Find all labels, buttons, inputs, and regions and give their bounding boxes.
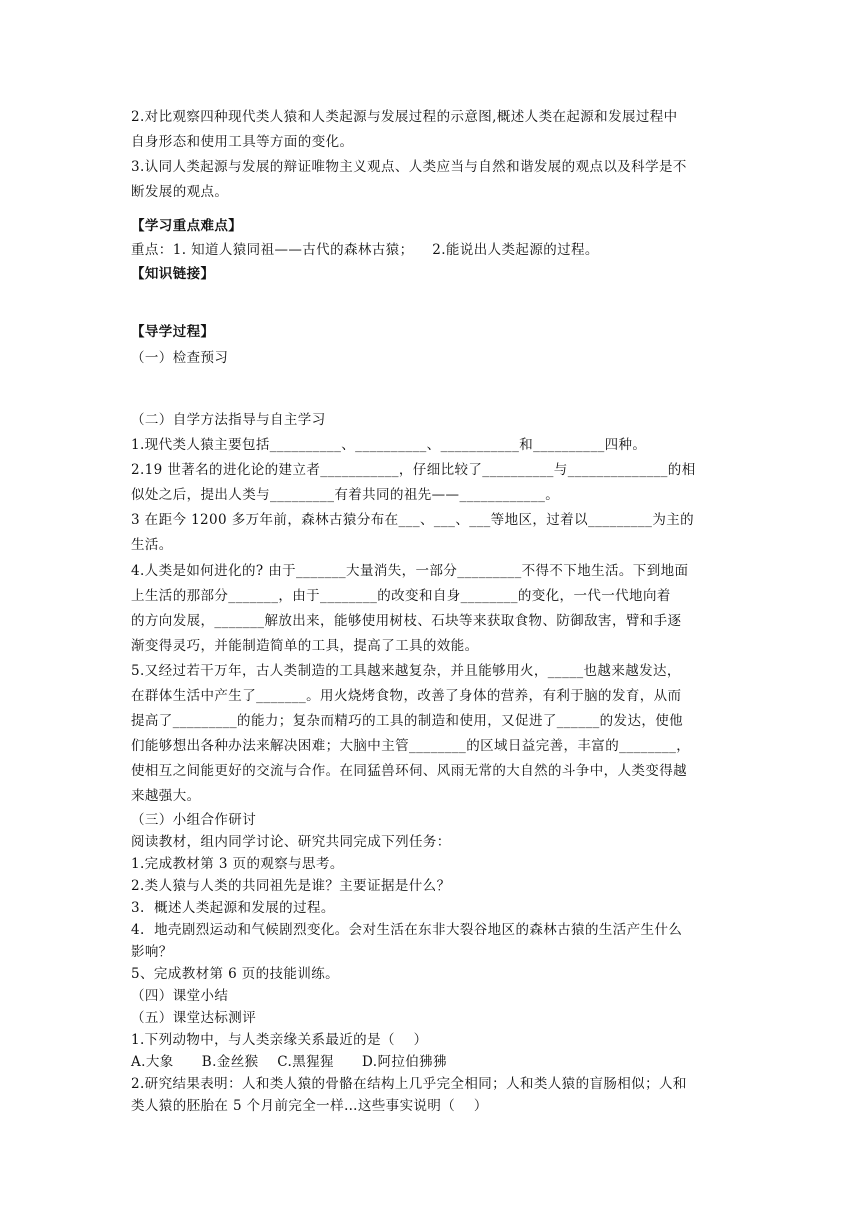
objective-2-line-1: 2.对比观察四种现代类人猿和人类起源与发展过程的示意图,概述人类在起源和发展过程中 [131,109,678,125]
question-4-line-4: 渐变得灵巧，并能制造简单的工具，提高了工具的效能。 [131,638,479,654]
test-question-2-line-2: 类人猿的胚胎在 5 个月前完全一样…这些事实说明（ ） [131,1098,488,1114]
question-1: 1.现代类人猿主要包括__________、__________、___________和__________四种。 [131,437,647,453]
knowledge-link-heading: 【知识链接】 [131,266,215,282]
question-5-line-4: 们能够想出各种办法来解决困难；大脑中主管________的区域日益完善，丰富的________， [131,738,691,754]
coop-task-1: 1.完成教材第 3 页的观察与思考。 [131,856,344,872]
guide-heading: 【导学过程】 [131,324,215,340]
question-4-line-3: 的方向发展，_______解放出来，能够使用树枝、石块等来获取食物、防御敌害，臂和手逐 [131,613,682,629]
question-5-line-3: 提高了_________的能力；复杂而精巧的工具的制造和使用，又促进了______的发达，使他 [131,713,684,729]
question-5-line-2: 在群体生活中产生了_______。用火烧烤食物，改善了身体的营养，有利于脑的发育，从而 [131,688,682,704]
section-5-title: （五）课堂达标测评 [131,1010,257,1026]
question-5-line-5: 使相互之间能更好的交流与合作。在同猛兽环伺、风雨无常的大自然的斗争中，人类变得越 [131,763,687,779]
key-points-text: 重点：1. 知道人猿同祖——古代的森林古猿； 2.能说出人类起源的过程。 [131,242,599,258]
coop-task-2: 2.类人猿与人类的共同祖先是谁？主要证据是什么？ [131,878,451,894]
question-4-line-1: 4.人类是如何进化的? 由于_______大量消失，一部分_________不得不下地生活。下到地面 [131,563,689,579]
test-question-2-line-1: 2.研究结果表明：人和类人猿的骨骼在结构上几乎完全相同；人和类人猿的盲肠相似；人和 [131,1076,687,1092]
objective-3-line-1: 3.认同人类起源与发展的辩证唯物主义观点、人类应当与自然和谐发展的观点以及科学是不 [131,159,687,175]
question-5-line-6: 来越强大。 [131,788,201,804]
coop-task-3: 3. 概述人类起源和发展的过程。 [131,900,335,916]
section-3-title: （三）小组合作研讨 [131,812,257,828]
question-2-line-1: 2.19 世著名的进化论的建立者___________，仔细比较了__________与______________的相 [131,462,696,478]
section-1-title: （一）检查预习 [131,350,229,366]
question-4-line-2: 上生活的那部分_______，由于________的改变和自身________的变化，一代一代地向着 [131,588,671,604]
objective-2-line-2: 自身形态和使用工具等方面的变化。 [131,134,354,150]
coop-task-5: 5、完成教材第 6 页的技能训练。 [131,966,340,982]
question-5-line-1: 5.又经过若干万年，古人类制造的工具越来越复杂，并且能够用火，_____也越来越发达， [131,663,681,679]
objective-3-line-2: 断发展的观点。 [131,184,229,200]
coop-task-4-line-2: 影响？ [131,944,173,960]
question-3-line-2: 生活。 [131,537,173,553]
question-3-line-1: 3 在距今 1200 多万年前，森林古猿分布在___、___、___等地区，过着以_________为主的 [131,512,695,528]
section-4-title: （四）课堂小结 [131,988,229,1004]
coop-task-4-line-1: 4. 地壳剧烈运动和气候剧烈变化。会对生活在东非大裂谷地区的森林古猿的生活产生什么 [131,922,683,938]
test-question-1-options: A.大象 B.金丝猴 C.黑猩猩 D.阿拉伯狒狒 [131,1054,447,1070]
coop-intro: 阅读教材，组内同学讨论、研究共同完成下列任务： [131,834,451,850]
question-2-line-2: 似处之后，提出人类与_________有着共同的祖先——____________。 [131,487,560,503]
key-points-heading: 【学习重点难点】 [131,218,243,234]
section-2-title: （二）自学方法指导与自主学习 [131,412,326,428]
test-question-1: 1.下列动物中，与人类亲缘关系最近的是（ ） [131,1032,428,1048]
